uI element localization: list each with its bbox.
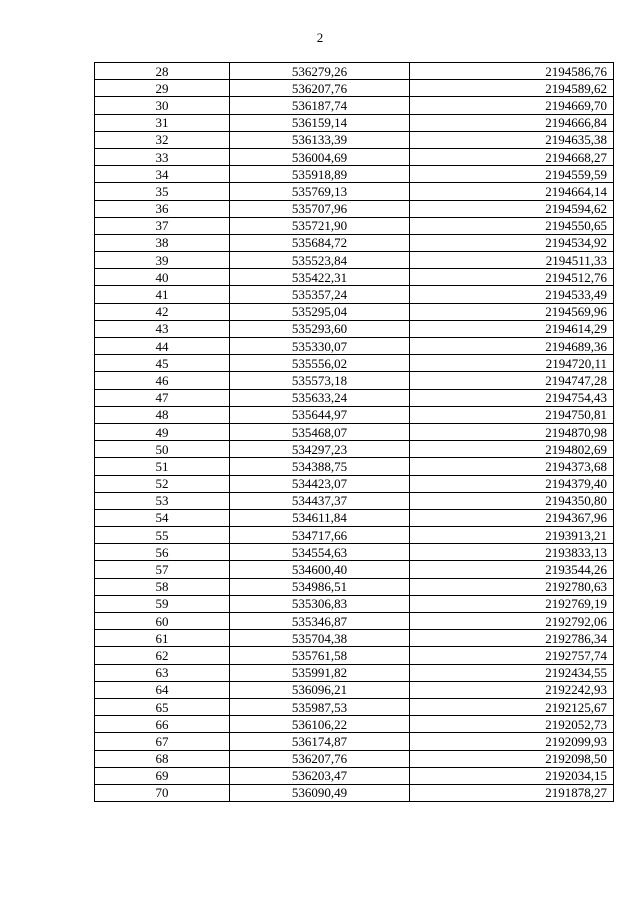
- table-row: [95, 767, 614, 784]
- point-number-cell: 29: [95, 80, 230, 97]
- table-row: [95, 303, 614, 320]
- x-coordinate-cell: 535523,84: [230, 252, 410, 269]
- table-row: [95, 166, 614, 183]
- x-coordinate-cell: 534437,37: [230, 492, 410, 509]
- x-coordinate-cell: 536279,26: [230, 63, 410, 80]
- point-number-cell: 34: [95, 166, 230, 183]
- y-coordinate-cell: 2194534,92: [410, 234, 614, 251]
- table-row: [95, 320, 614, 337]
- point-number-cell: 52: [95, 475, 230, 492]
- y-coordinate-cell: 2194664,14: [410, 183, 614, 200]
- y-coordinate-cell: 2194350,80: [410, 492, 614, 509]
- point-number-cell: 36: [95, 200, 230, 217]
- table-row: [95, 234, 614, 251]
- x-coordinate-cell: 534600,40: [230, 561, 410, 578]
- table-row: [95, 716, 614, 733]
- table-row: [95, 97, 614, 114]
- table-row: [95, 613, 614, 630]
- y-coordinate-cell: 2194689,36: [410, 338, 614, 355]
- y-coordinate-cell: 2192434,55: [410, 664, 614, 681]
- point-number-cell: 42: [95, 303, 230, 320]
- x-coordinate-cell: 535346,87: [230, 613, 410, 630]
- point-number-cell: 49: [95, 423, 230, 440]
- point-number-cell: 41: [95, 286, 230, 303]
- x-coordinate-cell: 534423,07: [230, 475, 410, 492]
- y-coordinate-cell: 2192034,15: [410, 767, 614, 784]
- y-coordinate-cell: 2194550,65: [410, 217, 614, 234]
- table-row: [95, 475, 614, 492]
- y-coordinate-cell: 2194512,76: [410, 269, 614, 286]
- x-coordinate-cell: 535306,83: [230, 595, 410, 612]
- point-number-cell: 65: [95, 698, 230, 715]
- point-number-cell: 58: [95, 578, 230, 595]
- point-number-cell: 38: [95, 234, 230, 251]
- y-coordinate-cell: 2192125,67: [410, 698, 614, 715]
- point-number-cell: 44: [95, 338, 230, 355]
- y-coordinate-cell: 2194594,62: [410, 200, 614, 217]
- table-row: [95, 114, 614, 131]
- table-row: [95, 200, 614, 217]
- y-coordinate-cell: 2194586,76: [410, 63, 614, 80]
- table-row: [95, 630, 614, 647]
- table-row: [95, 458, 614, 475]
- x-coordinate-cell: 536096,21: [230, 681, 410, 698]
- point-number-cell: 32: [95, 131, 230, 148]
- table-row: [95, 406, 614, 423]
- point-number-cell: 46: [95, 372, 230, 389]
- point-number-cell: 66: [95, 716, 230, 733]
- x-coordinate-cell: 535707,96: [230, 200, 410, 217]
- table-row: [95, 286, 614, 303]
- table-row: [95, 561, 614, 578]
- point-number-cell: 47: [95, 389, 230, 406]
- x-coordinate-cell: 534986,51: [230, 578, 410, 595]
- x-coordinate-cell: 534297,23: [230, 441, 410, 458]
- y-coordinate-cell: 2193833,13: [410, 544, 614, 561]
- y-coordinate-cell: 2194614,29: [410, 320, 614, 337]
- y-coordinate-cell: 2194569,96: [410, 303, 614, 320]
- point-number-cell: 35: [95, 183, 230, 200]
- x-coordinate-cell: 534717,66: [230, 527, 410, 544]
- x-coordinate-cell: 535987,53: [230, 698, 410, 715]
- point-number-cell: 31: [95, 114, 230, 131]
- y-coordinate-cell: 2194367,96: [410, 509, 614, 526]
- y-coordinate-cell: 2194589,62: [410, 80, 614, 97]
- x-coordinate-cell: 536004,69: [230, 148, 410, 165]
- x-coordinate-cell: 536203,47: [230, 767, 410, 784]
- x-coordinate-cell: 535556,02: [230, 355, 410, 372]
- x-coordinate-cell: 535644,97: [230, 406, 410, 423]
- point-number-cell: 45: [95, 355, 230, 372]
- point-number-cell: 39: [95, 252, 230, 269]
- table-row: [95, 733, 614, 750]
- point-number-cell: 57: [95, 561, 230, 578]
- point-number-cell: 53: [95, 492, 230, 509]
- point-number-cell: 61: [95, 630, 230, 647]
- point-number-cell: 33: [95, 148, 230, 165]
- coordinates-table-body: [95, 63, 614, 802]
- point-number-cell: 54: [95, 509, 230, 526]
- y-coordinate-cell: 2192052,73: [410, 716, 614, 733]
- x-coordinate-cell: 534554,63: [230, 544, 410, 561]
- point-number-cell: 63: [95, 664, 230, 681]
- y-coordinate-cell: 2192757,74: [410, 647, 614, 664]
- table-row: [95, 131, 614, 148]
- table-row: [95, 441, 614, 458]
- y-coordinate-cell: 2194870,98: [410, 423, 614, 440]
- point-number-cell: 43: [95, 320, 230, 337]
- x-coordinate-cell: 534611,84: [230, 509, 410, 526]
- y-coordinate-cell: 2192242,93: [410, 681, 614, 698]
- y-coordinate-cell: 2194669,70: [410, 97, 614, 114]
- table-row: [95, 578, 614, 595]
- table-row: [95, 355, 614, 372]
- point-number-cell: 55: [95, 527, 230, 544]
- point-number-cell: 67: [95, 733, 230, 750]
- x-coordinate-cell: 535991,82: [230, 664, 410, 681]
- x-coordinate-cell: 534388,75: [230, 458, 410, 475]
- x-coordinate-cell: 535357,24: [230, 286, 410, 303]
- table-row: [95, 63, 614, 80]
- table-row: [95, 492, 614, 509]
- y-coordinate-cell: 2192099,93: [410, 733, 614, 750]
- x-coordinate-cell: 536174,87: [230, 733, 410, 750]
- y-coordinate-cell: 2194802,69: [410, 441, 614, 458]
- x-coordinate-cell: 535721,90: [230, 217, 410, 234]
- y-coordinate-cell: 2192098,50: [410, 750, 614, 767]
- y-coordinate-cell: 2194373,68: [410, 458, 614, 475]
- table-row: [95, 423, 614, 440]
- table-row: [95, 389, 614, 406]
- table-row: [95, 647, 614, 664]
- point-number-cell: 56: [95, 544, 230, 561]
- point-number-cell: 51: [95, 458, 230, 475]
- coordinates-table: [94, 62, 614, 802]
- x-coordinate-cell: 535633,24: [230, 389, 410, 406]
- x-coordinate-cell: 535704,38: [230, 630, 410, 647]
- point-number-cell: 69: [95, 767, 230, 784]
- y-coordinate-cell: 2194754,43: [410, 389, 614, 406]
- table-row: [95, 217, 614, 234]
- y-coordinate-cell: 2194559,59: [410, 166, 614, 183]
- table-row: [95, 269, 614, 286]
- table-row: [95, 698, 614, 715]
- x-coordinate-cell: 535573,18: [230, 372, 410, 389]
- point-number-cell: 60: [95, 613, 230, 630]
- x-coordinate-cell: 536207,76: [230, 80, 410, 97]
- table-row: [95, 338, 614, 355]
- x-coordinate-cell: 536106,22: [230, 716, 410, 733]
- point-number-cell: 68: [95, 750, 230, 767]
- table-row: [95, 509, 614, 526]
- x-coordinate-cell: 535684,72: [230, 234, 410, 251]
- point-number-cell: 62: [95, 647, 230, 664]
- table-row: [95, 595, 614, 612]
- y-coordinate-cell: 2194750,81: [410, 406, 614, 423]
- x-coordinate-cell: 535769,13: [230, 183, 410, 200]
- y-coordinate-cell: 2192780,63: [410, 578, 614, 595]
- table-row: [95, 183, 614, 200]
- y-coordinate-cell: 2194511,33: [410, 252, 614, 269]
- y-coordinate-cell: 2192769,19: [410, 595, 614, 612]
- table-row: [95, 664, 614, 681]
- x-coordinate-cell: 535761,58: [230, 647, 410, 664]
- y-coordinate-cell: 2193544,26: [410, 561, 614, 578]
- table-row: [95, 252, 614, 269]
- y-coordinate-cell: 2194635,38: [410, 131, 614, 148]
- point-number-cell: 40: [95, 269, 230, 286]
- table-row: [95, 148, 614, 165]
- table-row: [95, 544, 614, 561]
- point-number-cell: 59: [95, 595, 230, 612]
- y-coordinate-cell: 2193913,21: [410, 527, 614, 544]
- y-coordinate-cell: 2192792,06: [410, 613, 614, 630]
- point-number-cell: 50: [95, 441, 230, 458]
- x-coordinate-cell: 536187,74: [230, 97, 410, 114]
- table-row: [95, 750, 614, 767]
- x-coordinate-cell: 536133,39: [230, 131, 410, 148]
- x-coordinate-cell: 535468,07: [230, 423, 410, 440]
- point-number-cell: 37: [95, 217, 230, 234]
- y-coordinate-cell: 2194533,49: [410, 286, 614, 303]
- x-coordinate-cell: 535295,04: [230, 303, 410, 320]
- point-number-cell: 28: [95, 63, 230, 80]
- x-coordinate-cell: 535293,60: [230, 320, 410, 337]
- page-number: 2: [316, 30, 324, 45]
- table-row: [95, 681, 614, 698]
- x-coordinate-cell: 536207,76: [230, 750, 410, 767]
- y-coordinate-cell: 2194747,28: [410, 372, 614, 389]
- table-row: [95, 80, 614, 97]
- x-coordinate-cell: 536090,49: [230, 784, 410, 801]
- y-coordinate-cell: 2191878,27: [410, 784, 614, 801]
- point-number-cell: 48: [95, 406, 230, 423]
- y-coordinate-cell: 2194379,40: [410, 475, 614, 492]
- table-row: [95, 372, 614, 389]
- table-row: [95, 527, 614, 544]
- y-coordinate-cell: 2194720,11: [410, 355, 614, 372]
- point-number-cell: 70: [95, 784, 230, 801]
- x-coordinate-cell: 535918,89: [230, 166, 410, 183]
- x-coordinate-cell: 535330,07: [230, 338, 410, 355]
- table-row: [95, 784, 614, 801]
- y-coordinate-cell: 2194668,27: [410, 148, 614, 165]
- x-coordinate-cell: 536159,14: [230, 114, 410, 131]
- point-number-cell: 64: [95, 681, 230, 698]
- point-number-cell: 30: [95, 97, 230, 114]
- y-coordinate-cell: 2192786,34: [410, 630, 614, 647]
- y-coordinate-cell: 2194666,84: [410, 114, 614, 131]
- x-coordinate-cell: 535422,31: [230, 269, 410, 286]
